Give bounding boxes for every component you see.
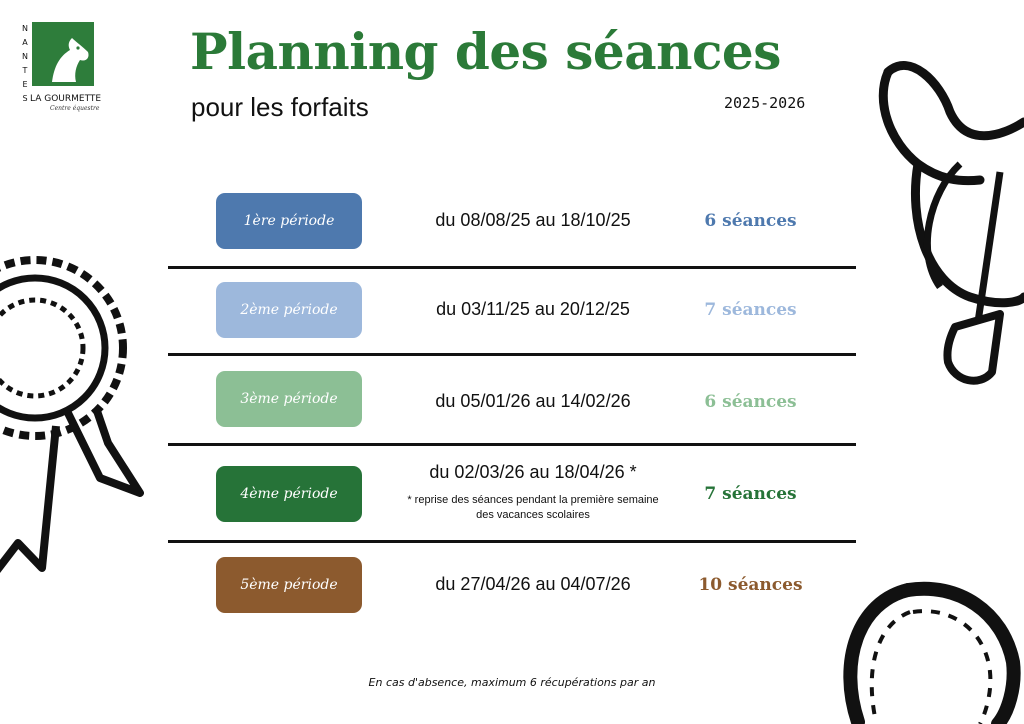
period-count-5: 10 séances [698,575,803,595]
row-divider [168,540,856,543]
period-badge-3: 3ème période [216,371,362,427]
period-dates-2: du 03/11/25 au 20/12/25 [436,299,630,319]
row-divider [168,266,856,269]
period-row-4 [168,460,856,530]
period-note-4: * reprise des séances pendant la première semaine des vacances scolaires [407,494,659,521]
period-count-2: 7 séances [704,300,797,320]
season-year: 2025-2026 [724,94,806,112]
period-badge-1: 1ère période [216,193,362,249]
period-row-1 [168,193,856,253]
logo-tagline: Centre équestre [50,105,100,112]
club-logo [20,20,120,115]
page-subtitle: pour les forfaits [191,92,369,122]
period-dates-3: du 05/01/26 au 14/02/26 [435,391,631,411]
period-row-5 [168,557,856,617]
period-row-3 [168,371,856,431]
period-count-4: 7 séances [704,484,797,504]
period-dates-1: du 08/08/25 au 18/10/25 [435,210,631,230]
horse-head-icon [32,22,94,86]
saddle-icon [870,52,1024,392]
absence-note: En cas d'absence, maximum 6 récupérations par an [368,676,656,689]
logo-vertical-text: N A N T E S [22,24,28,103]
period-badge-2: 2ème période [216,282,362,338]
period-badge-5: 5ème période [216,557,362,613]
period-dates-4: du 02/03/26 au 18/04/26 * [429,462,637,482]
rosette-icon [0,238,160,583]
page-title: Planning des séances [190,22,781,81]
period-row-2 [168,282,856,342]
row-divider [168,443,856,446]
row-divider [168,353,856,356]
logo-mark [32,22,94,86]
logo-brand: LA GOURMETTE [30,94,102,104]
period-dates-5: du 27/04/26 au 04/07/26 [435,574,631,594]
period-count-3: 6 séances [704,392,797,412]
period-count-1: 6 séances [704,211,797,231]
period-badge-4: 4ème période [216,466,362,522]
